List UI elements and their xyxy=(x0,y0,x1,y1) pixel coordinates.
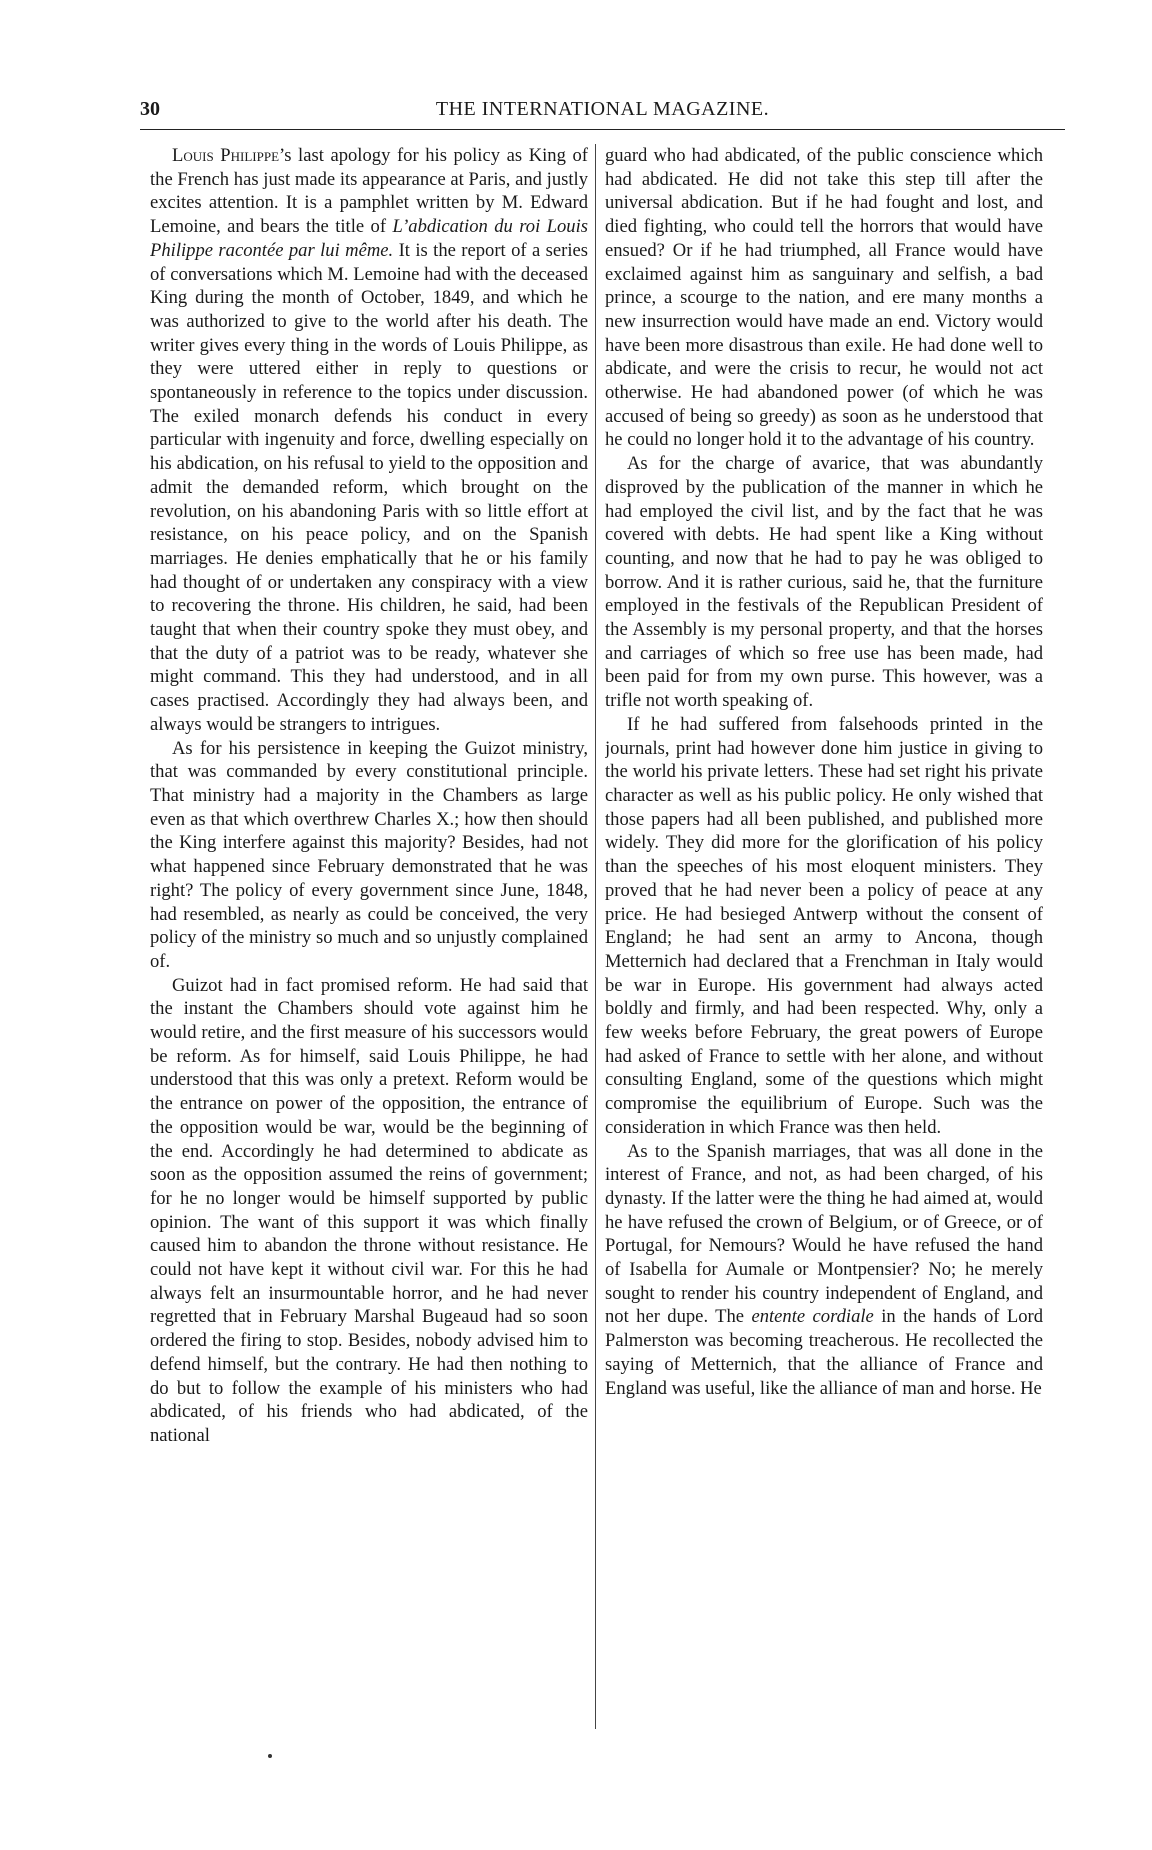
page-header xyxy=(140,96,1065,126)
paragraph: As to the Spanish marriages, that was all done in the interest of France, and not, as had been charged, of his dynasty. If the latter were the thing he had aimed at, would he have refused the crown of Belgium, or of Greece, or of Portugal, for Nemours? Would he have refused the hand of Isabella for Aumale or Montpensier? No; he merely sought to render his country independent of England, and not her dupe. The entente cordiale in the hands of Lord Palmerston was becoming treacherous. He recollected the saying of Metternich, that the alliance of France and England was useful, like the alliance of man and horse. He xyxy=(605,1140,1043,1399)
right-column xyxy=(605,144,1043,1734)
paragraph: Louis Philippe’s last apology for his policy as King of the French has just made its appearance at Paris, and justly excites attention. It is a pamphlet written by M. Edward Lemoine, and bears the title of L’abdication du roi Louis Philippe racontée par lui même. It is the report of a series of conversations which M. Lemoine had with the deceased King during the month of October, 1849, and which he was authorized to give to the world after his death. The writer gives every thing in the words of Louis Philippe, as they were uttered either in reply to questions or spontaneously in reference to the topics under discussion. The exiled monarch defends his conduct in every particular with ingenuity and force, dwelling especially on his abdication, on his refusal to yield to the opposition and admit the demanded reform, which brought on the revolution, on his abandoning Paris with so little effort at resistance, on his peace policy, and on the Spanish marriages. He denies emphatically that he or his family had thought of or undertaken any conspiracy with a view to recovering the throne. His children, he said, had been taught that when their country spoke they must obey, and that the duty of a patriot was to be ready, whatever she might command. This they had understood, and in all cases practised. Accordingly they had always been, and always would be strangers to intrigues. xyxy=(150,145,588,735)
paragraph: As for his persistence in keeping the Guizot ministry, that was commanded by every constitutional principle. That ministry had a majority in the Chambers as large even as that which overthrew Charles X.; how then should the King interfere against this majority? Besides, had not what happened since February demonstrated that he was right? The policy of every government since June, 1848, had resembled, as nearly as could be conceived, the very policy of the ministry so much and so unjustly complained of. xyxy=(150,737,588,972)
column-divider xyxy=(595,144,596,1729)
print-speck xyxy=(268,1754,272,1758)
opening-name: Louis Philippe xyxy=(172,145,280,166)
paragraph: guard who had abdicated, of the public conscience which had abdicated. He did not take this step till after the universal abdication. But if he had fought and lost, and died fighting, who could tell the horrors that would have ensued? Or if he had triumphed, all France would have exclaimed against him as sanguinary and selfish, a bad prince, a scourge to the nation, and ere many months a new insurrection would have made an end. Victory would have been more disastrous than exile. He had done well to abdicate, and were the crisis to recur, he would not act otherwise. He had abandoned power (of which he was accused of being so greedy) as soon as he understood that he could no longer hold it to the advantage of his country. xyxy=(605,145,1043,451)
italic-phrase: entente cordiale xyxy=(751,1306,874,1328)
page-number: 30 xyxy=(140,98,160,120)
paragraph: As for the charge of avarice, that was abundantly disproved by the publication of the manner in which he had employed the civil list, and by the fact that he was covered with debts. He had spent like a King without counting, and now that he had to pay he was obliged to borrow. And it is rather curious, said he, that the furniture employed in the festivals of the Republican President of the Assembly is my personal property, and that the horses and carriages of which so free use has been made, had been paid for from my own purse. This however, was a trifle not worth speaking of. xyxy=(605,453,1043,712)
running-title: THE INTERNATIONAL MAGAZINE. xyxy=(435,98,770,120)
left-column xyxy=(150,144,588,1734)
header-rule xyxy=(140,129,1065,130)
pamphlet-title: L’abdication du roi Louis Philippe racontée par lui même. xyxy=(150,216,588,261)
paragraph: If he had suffered from falsehoods printed in the journals, print had however done him justice in giving to the world his private letters. These had set right his private character as well as his public policy. He only wished that those papers had all been published, and published more widely. They did more for the glorification of his policy than the speeches of his most eloquent ministers. They proved that he had never been a policy of peace at any price. He had besieged Antwerp without the consent of England; he had sent an army to Ancona, though Metternich had declared that a Frenchman in Italy would be war in Europe. His government had always acted boldly and firmly, and had been respected. Why, only a few weeks before February, the great powers of Europe had asked of France to settle with her alone, and without consulting England, some of the questions which might compromise the equilibrium of Europe. Such was the consideration in which France was then held. xyxy=(605,713,1043,1138)
paragraph: Guizot had in fact promised reform. He had said that the instant the Chambers should vote against him he would retire, and the first measure of his successors would be reform. As for himself, said Louis Philippe, he had understood that this was only a pretext. Reform would be the entrance on power of the opposition, the entrance of the opposition would be war, would be the beginning of the end. Accordingly he had determined to abdicate as soon as the opposition assumed the reins of government; for he no longer would be himself supported by public opinion. The want of this support it was which finally caused him to abandon the throne without resistance. He could not have kept it without civil war. For this he had always felt an insurmountable horror, and he had never regretted that in February Marshal Bugeaud had so soon ordered the firing to stop. Besides, nobody advised him to defend himself, but the contrary. He had then nothing to do but to follow the example of his ministers who had abdicated, of his friends who had abdicated, of the national xyxy=(150,974,588,1446)
